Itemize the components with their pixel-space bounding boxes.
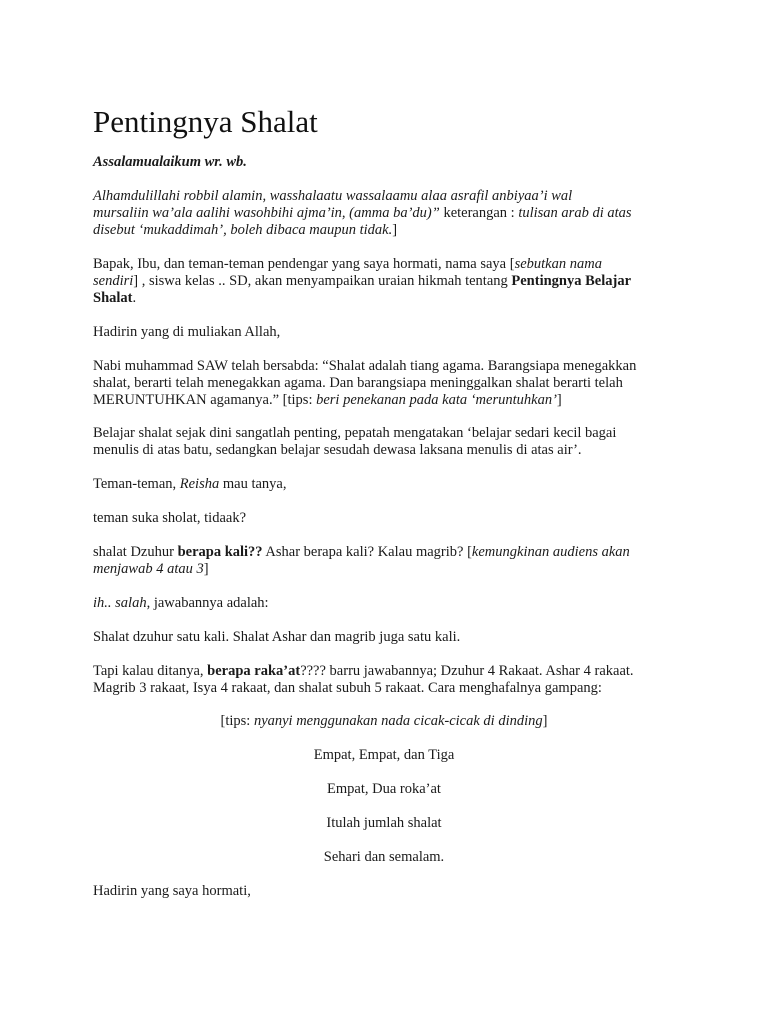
question-2-tip-2: menjawab 4 atau 3: [93, 561, 204, 577]
question-2-text-2: Ashar berapa kali? Kalau magrib? [: [262, 544, 472, 560]
rakaat-paragraph: [93, 663, 675, 697]
hadith-tip: beri penekanan pada kata ‘meruntuhkan’: [316, 392, 557, 408]
question-2-text: shalat Dzuhur: [93, 544, 178, 560]
mukadimah-note-text: tulisan arab di atas: [518, 205, 632, 221]
friends-name: Reisha: [179, 476, 220, 492]
song-tip-text: nyanyi menggunakan nada cicak-cicak di dinding: [253, 713, 543, 729]
question-2-end: ]: [203, 561, 209, 577]
song-tip-open: [tips:: [220, 713, 254, 729]
question-2-paragraph: [93, 544, 675, 578]
intro-topic: Pentingnya Belajar: [511, 273, 632, 289]
rakaat-text: Tapi kalau ditanya,: [93, 663, 208, 679]
rakaat-text-2: ???? barru jawabannya; Dzuhur 4 Rakaat. Ashar 4 rakaat.: [300, 663, 634, 679]
hadith-tip-end: ]: [556, 392, 562, 408]
greeting: [93, 154, 675, 171]
mukadimah-paragraph: [93, 188, 675, 239]
friends-paragraph: [93, 476, 675, 493]
page-title: Pentingnya Shalat: [93, 104, 318, 139]
intro-end: .: [132, 290, 137, 306]
hadith-paragraph: [93, 358, 675, 409]
answer-1: Shalat dzuhur satu kali. Shalat Ashar dan magrib juga satu kali.: [93, 629, 461, 645]
audience-address-1: Hadirin yang di muliakan Allah,: [93, 324, 281, 340]
learning-paragraph: [93, 425, 675, 459]
greeting-text: Assalamualaikum wr. wb.: [93, 154, 247, 170]
rakaat-line2: Magrib 3 rakaat, Isya 4 rakaat, dan shalat subuh 5 rakaat. Cara menghafalnya gampang:: [93, 680, 602, 696]
question-2-tip: kemungkinan audiens akan: [471, 544, 630, 560]
song-line-1: Empat, Empat, dan Tiga: [313, 747, 455, 763]
hadith-line3: MERUNTUHKAN agamanya.” [tips:: [93, 392, 317, 408]
song-tip: [93, 713, 675, 730]
song-line-4: Sehari dan semalam.: [323, 849, 445, 865]
hadith-line2: shalat, berarti telah menegakkan agama. Dan barangsiapa meninggalkan shalat berarti telah: [93, 375, 623, 391]
question-2-bold: berapa kali??: [177, 544, 263, 560]
intro-topic-2: Shalat: [93, 290, 133, 306]
audience-address-2: Hadirin yang saya hormati,: [93, 883, 251, 899]
learning-line1: Belajar shalat sejak dini sangatlah penting, pepatah mengatakan ‘belajar sedari kecil bagai: [93, 425, 617, 441]
intro-line2: ] , siswa kelas .. SD, akan menyampaikan uraian hikmah tentang: [133, 273, 512, 289]
friends-text: Teman-teman,: [93, 476, 180, 492]
rakaat-bold: berapa raka’at: [207, 663, 301, 679]
mukadimah-arabic-line1: Alhamdulillahi robbil alamin, wasshalaatu wassalaamu alaa asrafil anbiyaa’i wal: [93, 188, 573, 204]
intro-paragraph: [93, 256, 675, 307]
intro-placeholder-name: sebutkan nama: [514, 256, 602, 272]
question-1: teman suka sholat, tidaak?: [93, 510, 247, 526]
mukadimah-arabic-line2: mursaliin wa’ala aalihi wasohbihi ajma’in, (amma ba’du)”: [93, 205, 440, 221]
answer-intro: [93, 595, 675, 612]
learning-line2: menulis di atas batu, sedangkan belajar sesudah dewasa laksana menulis di atas air’.: [93, 442, 582, 458]
song-line-3: Itulah jumlah shalat: [326, 815, 442, 831]
mukadimah-note-text-2: disebut ‘mukaddimah’, boleh dibaca maupun tidak.: [93, 222, 393, 238]
hadith-line1: Nabi muhammad SAW telah bersabda: “Shalat adalah tiang agama. Barangsiapa menegakkan: [93, 358, 637, 374]
friends-text-2: mau tanya,: [219, 476, 287, 492]
song-tip-end: ]: [542, 713, 548, 729]
intro-placeholder-name-2: sendiri: [93, 273, 134, 289]
intro-line1: Bapak, Ibu, dan teman-teman pendengar yang saya hormati, nama saya [: [93, 256, 515, 272]
answer-intro-rest: , jawabannya adalah:: [146, 595, 269, 611]
song-line-2: Empat, Dua roka’at: [327, 781, 441, 797]
answer-intro-ital: ih.. salah: [93, 595, 147, 611]
mukadimah-note-label: keterangan :: [439, 205, 519, 221]
mukadimah-note-end: ]: [392, 222, 398, 238]
